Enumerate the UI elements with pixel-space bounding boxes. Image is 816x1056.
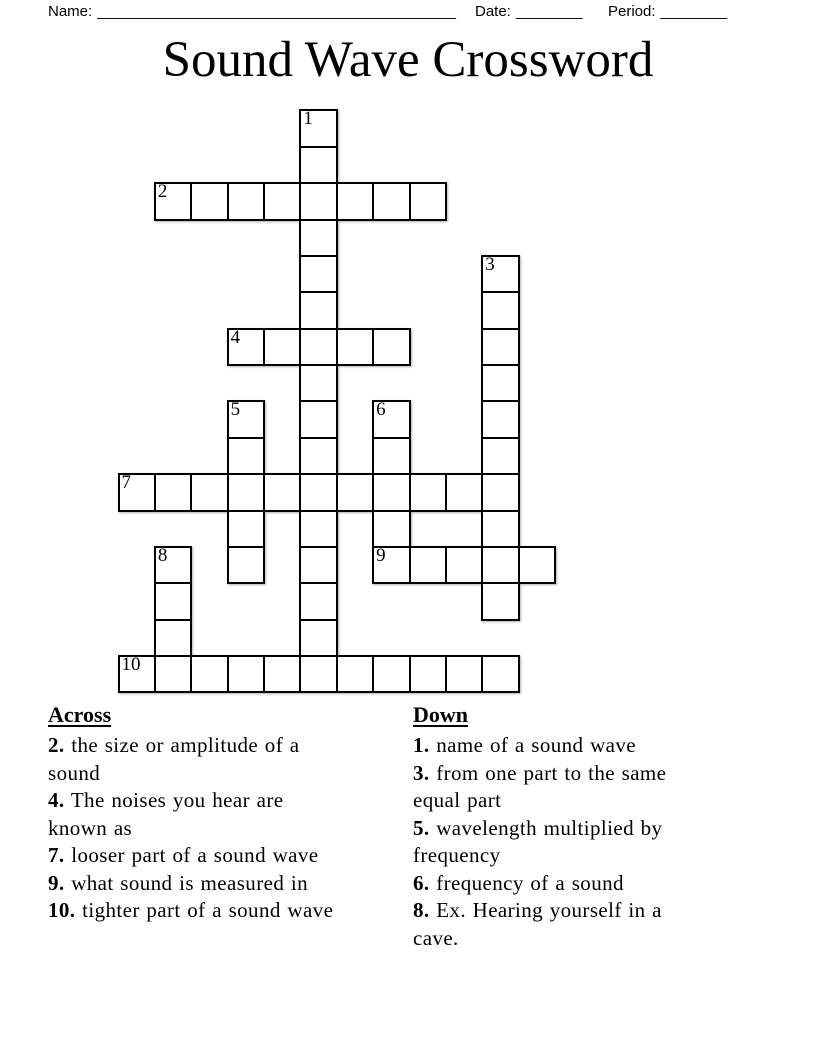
clue-item: 6. frequency of a sound: [413, 870, 624, 895]
clue-item: 1. name of a sound wave: [413, 733, 636, 757]
grid-cell: [227, 655, 265, 693]
grid-cell: [445, 473, 483, 511]
cell-number: 4: [230, 326, 241, 348]
grid-cell: [299, 146, 337, 184]
clue-number: 4.: [48, 788, 65, 812]
grid-cell: [372, 400, 410, 438]
down-clues-section: [413, 702, 701, 952]
cell-number: 10: [121, 654, 141, 676]
grid-cell: [299, 291, 337, 329]
grid-cell: [154, 582, 192, 620]
cell-number: 3: [485, 253, 495, 275]
grid-cell: [372, 473, 410, 511]
grid-cell: [118, 655, 156, 693]
grid-cell: [481, 582, 519, 620]
grid-cell: [154, 619, 192, 657]
grid-cell: [299, 364, 337, 402]
grid-cell: [372, 328, 410, 366]
date-blank-line: ________: [515, 3, 583, 20]
grid-cell: [481, 364, 519, 402]
grid-cell: [481, 291, 519, 329]
across-clues-section: [48, 702, 336, 925]
grid-cell: [336, 655, 374, 693]
grid-cell: [190, 473, 228, 511]
grid-cell: [190, 182, 228, 220]
grid-cell: [336, 473, 374, 511]
clue-item: 5. wavelength multiplied by frequency: [413, 815, 663, 867]
grid-cell: [481, 400, 519, 438]
cell-number: 2: [157, 181, 168, 203]
clue-item: 3. from one part to the same equal part: [413, 760, 667, 812]
grid-cell: [299, 582, 337, 620]
grid-cell: [263, 182, 301, 220]
clue-number: 1.: [413, 733, 430, 757]
grid-cell: [481, 655, 519, 693]
grid-cell: [299, 619, 337, 657]
clue-item: 9. what sound is measured in: [48, 870, 309, 895]
grid-cell: [299, 473, 337, 511]
cell-number: 9: [376, 544, 386, 566]
grid-cell: [154, 546, 192, 584]
grid-cell: [263, 473, 301, 511]
grid-cell: [154, 655, 192, 693]
grid-cell: [409, 655, 447, 693]
cell-number: 8: [157, 544, 168, 566]
clue-number: 3.: [413, 760, 430, 785]
grid-cell: [227, 400, 265, 438]
grid-cell: [190, 655, 228, 693]
grid-cell: [481, 437, 519, 475]
grid-cell: [336, 182, 374, 220]
down-heading: Down: [413, 702, 469, 727]
grid-cell: [263, 328, 301, 366]
clue-item: 8. Ex. Hearing yourself in a cave.: [413, 898, 662, 950]
clue-number: 10.: [48, 898, 76, 922]
grid-cell: [299, 328, 337, 366]
clue-number: 5.: [413, 815, 430, 840]
clue-item: 2. the size or amplitude of a sound: [48, 733, 300, 785]
clue-item: 10. tighter part of a sound wave: [48, 898, 334, 922]
clue-item: 7. looser part of a sound wave: [48, 843, 319, 867]
grid-cell: [299, 182, 337, 220]
grid-cell: [481, 255, 519, 293]
grid-cell: [372, 546, 410, 584]
grid-cell: [409, 473, 447, 511]
grid-cell: [227, 510, 265, 548]
grid-cell: [481, 546, 519, 584]
grid-cell: [299, 255, 337, 293]
cell-number: 1: [303, 108, 313, 130]
clue-number: 9.: [48, 870, 65, 895]
down-clue-list: [413, 732, 701, 952]
grid-cell: [299, 109, 337, 147]
grid-cell: [518, 546, 556, 584]
grid-cell: [299, 510, 337, 548]
grid-cell: [118, 473, 156, 511]
grid-cell: [299, 655, 337, 693]
grid-cell: [154, 473, 192, 511]
across-heading: Across: [48, 702, 112, 727]
clue-number: 8.: [413, 898, 430, 922]
cell-number: 7: [121, 472, 131, 494]
clue-number: 2.: [48, 733, 65, 757]
grid-cell: [409, 182, 447, 220]
grid-cell: [227, 437, 265, 475]
grid-cell: [409, 546, 447, 584]
grid-cell: [299, 546, 337, 584]
grid-cell: [336, 328, 374, 366]
grid-cell: [481, 328, 519, 366]
clue-number: 7.: [48, 843, 65, 867]
page-title: Sound Wave Crossword: [162, 32, 654, 88]
name-label: Name:: [48, 3, 93, 20]
grid-cell: [372, 182, 410, 220]
grid-cell: [299, 437, 337, 475]
grid-cell: [227, 328, 265, 366]
grid-cell: [227, 182, 265, 220]
across-clue-list: [48, 732, 336, 925]
cell-number: 6: [376, 399, 386, 421]
grid-cell: [227, 546, 265, 584]
grid-cell: [299, 219, 337, 257]
grid-cell: [263, 655, 301, 693]
period-label: Period:: [608, 3, 656, 20]
grid-cell: [445, 546, 483, 584]
grid-cell: [154, 182, 192, 220]
grid-cell: [299, 400, 337, 438]
grid-cell: [481, 473, 519, 511]
grid-cell: [372, 437, 410, 475]
grid-cell: [227, 473, 265, 511]
clue-number: 6.: [413, 870, 430, 895]
date-label: Date:: [475, 3, 511, 20]
name-blank-line: ___________________________________________: [97, 3, 456, 20]
grid-cell: [372, 655, 410, 693]
grid-cell: [372, 510, 410, 548]
grid-cell: [481, 510, 519, 548]
grid-cell: [445, 655, 483, 693]
cell-number: 5: [230, 399, 241, 421]
period-blank-line: ________: [660, 3, 728, 20]
clue-item: 4. The noises you hear are known as: [48, 788, 284, 840]
